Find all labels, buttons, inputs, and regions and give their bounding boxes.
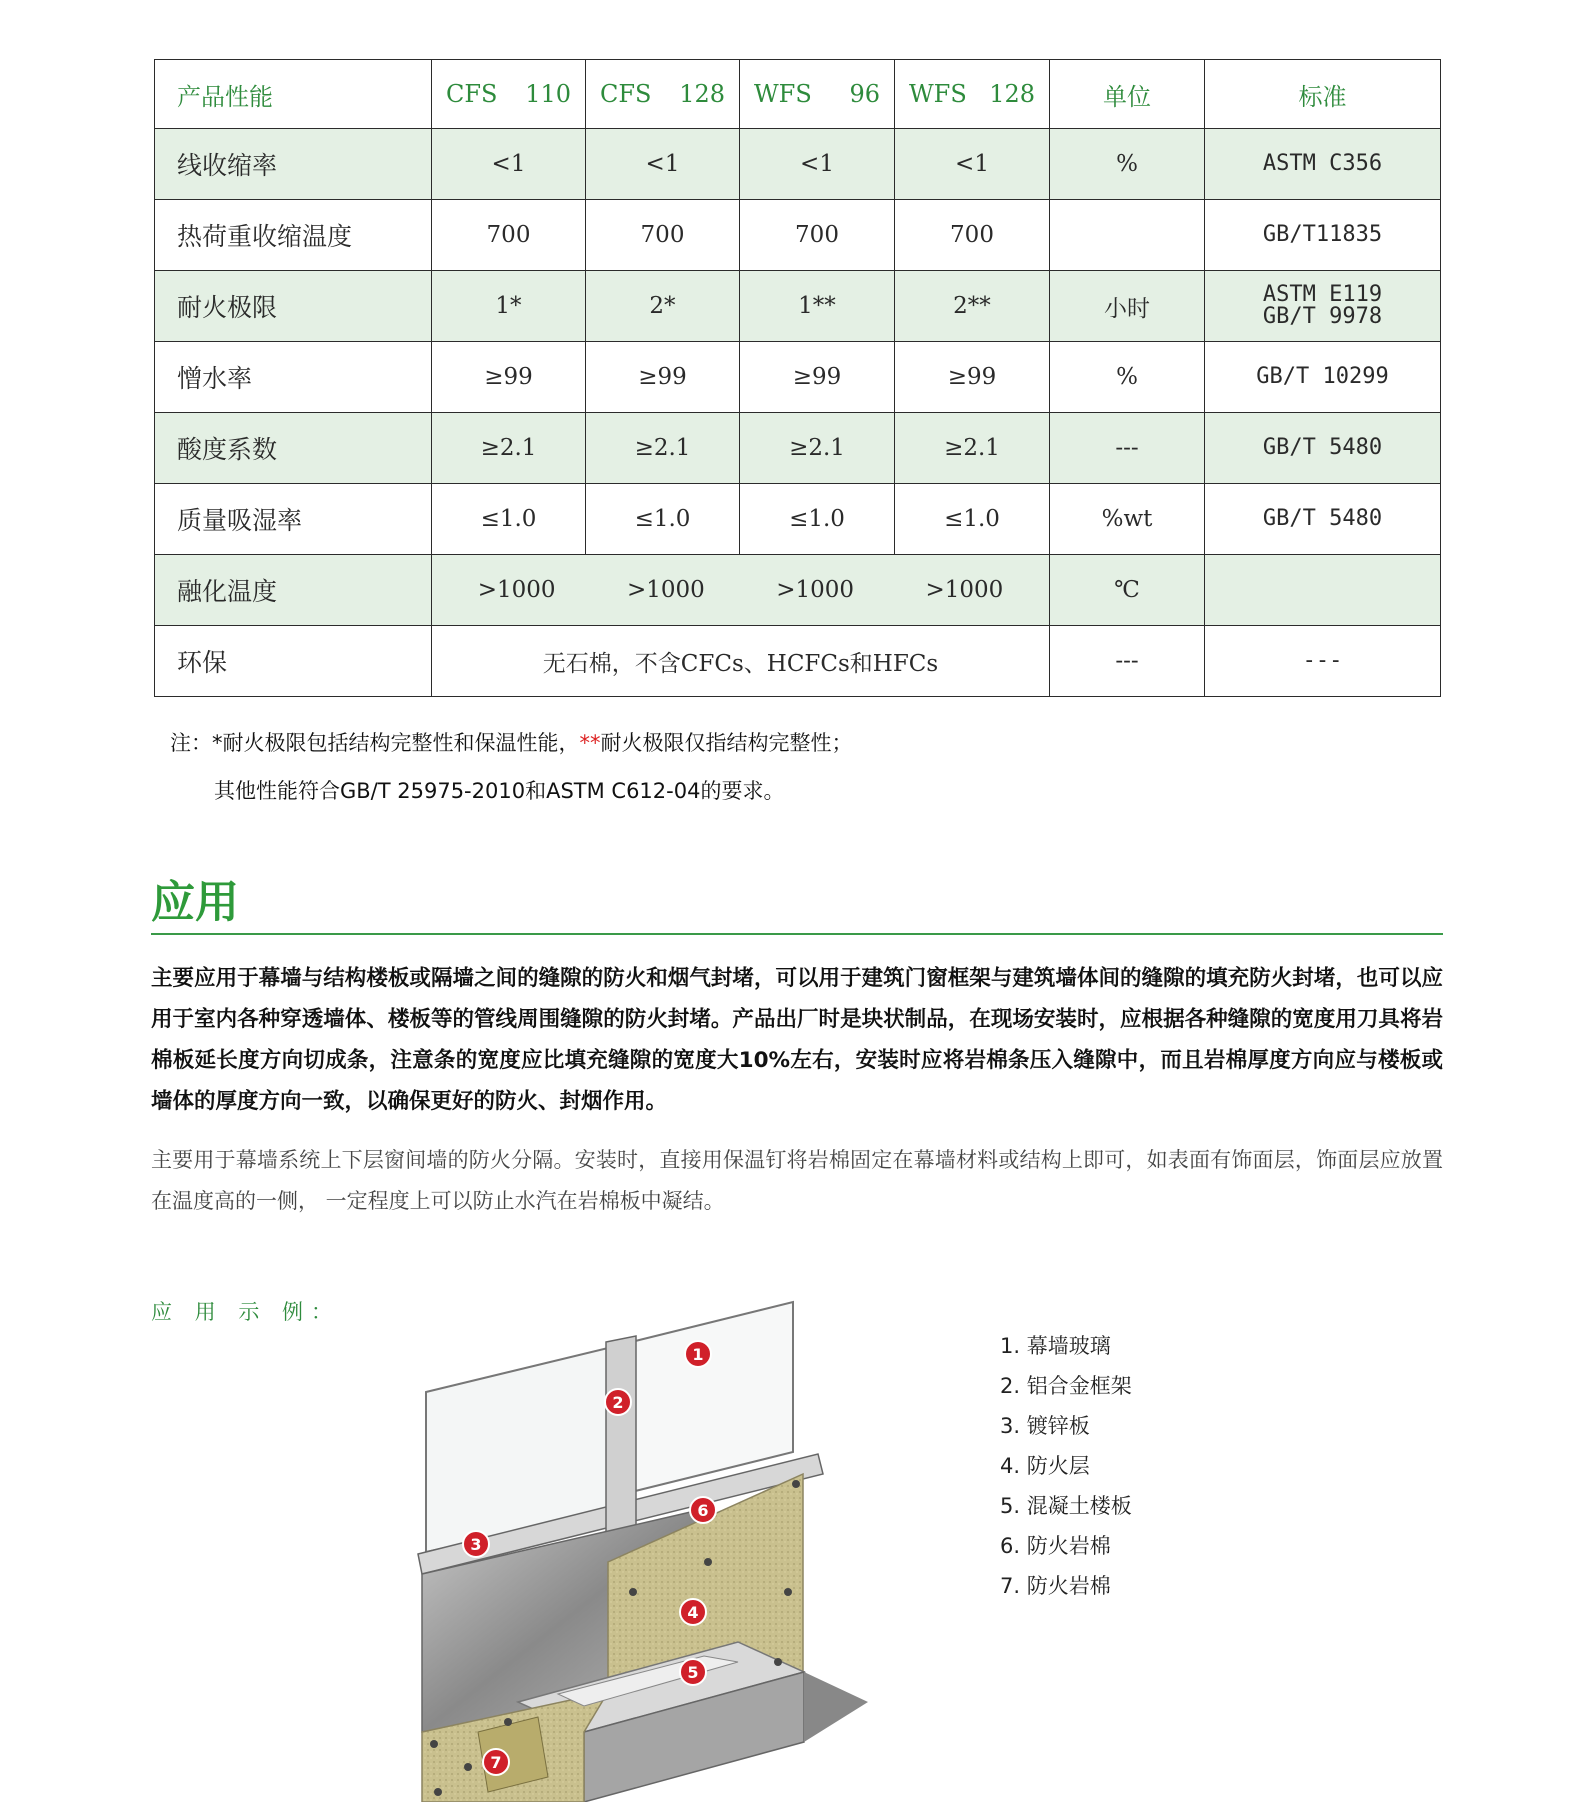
table-row [155,129,1441,200]
header-grade: WFS 96 [740,60,895,129]
unit-cell [1050,200,1205,271]
merged-value: 无石棉，不含CFCs、HCFCs和HFCs [432,626,1050,697]
curtain-wall-diagram [408,1262,948,1802]
standard-cell [1205,129,1441,200]
value-cell: 2* [586,271,740,342]
header-grade: CFS 110 [432,60,586,129]
value-cell: ≤1.0 [895,484,1050,555]
table-row [155,626,1441,697]
row-property: 融化温度 [155,555,432,626]
value-cell: 1* [432,271,586,342]
value-cell: 700 [586,200,740,271]
standard-line: GB/T 10299 [1256,364,1389,389]
value-cell: >1000 [477,577,556,603]
value-cell: ≥2.1 [740,413,895,484]
unit-cell: % [1050,129,1205,200]
value-cell: ≥2.1 [895,413,1050,484]
concrete-slab-side [804,1672,868,1742]
unit-cell: --- [1050,626,1205,697]
value-cell: ≤1.0 [740,484,895,555]
double-asterisk: ** [579,731,601,755]
section-title: 应用 [151,877,239,928]
legend-item: 4. 防火层 [1000,1454,1090,1478]
marker-4 [680,1599,706,1625]
standard-line: --- [1302,648,1343,673]
marker-5 [680,1659,706,1685]
standard-cell [1205,555,1441,626]
svg-text:2: 2 [612,1393,624,1412]
legend-item: 3. 镀锌板 [1000,1414,1090,1438]
table-row [155,484,1441,555]
application-paragraph-2: 主要用于幕墙系统上下层窗间墙的防火分隔。安装时，直接用保温钉将岩棉固定在幕墙材料或结构上即可，如表面有饰面层，饰面层应放置在温度高的一侧， 一定程度上可以防止水汽在岩棉板中凝结。 [151,1148,1443,1213]
table-row [155,342,1441,413]
legend-item: 5. 混凝土楼板 [1000,1494,1132,1518]
table-row [155,555,1441,626]
row-property: 耐火极限 [155,271,432,342]
unit-cell: 小时 [1050,271,1205,342]
standard-line: ASTM C356 [1262,151,1383,176]
table-row [155,200,1441,271]
value-cell: 700 [432,200,586,271]
merged-values [432,555,1050,626]
header-grade: CFS 128 [586,60,740,129]
svg-text:6: 6 [697,1501,709,1520]
value-cell: ≥99 [586,342,740,413]
svg-text:4: 4 [687,1603,699,1622]
note-line-2: 其他性能符合GB/T 25975-2010和ASTM C612-04的要求。 [214,779,785,803]
unit-cell: % [1050,342,1205,413]
value-cell: >1000 [925,577,1004,603]
unit-cell: ℃ [1050,555,1205,626]
standard-cell [1205,200,1441,271]
value-cell: ≥2.1 [586,413,740,484]
standard-cell [1205,484,1441,555]
standard-line: GB/T11835 [1262,222,1383,247]
value-cell: <1 [740,129,895,200]
standard-line: GB/T 5480 [1262,435,1383,460]
spec-table [154,59,1441,697]
standard-cell [1205,626,1441,697]
value-cell: ≤1.0 [432,484,586,555]
table-header-row [155,60,1441,129]
value-cell: >1000 [626,577,705,603]
header-standard: 标准 [1205,60,1441,129]
diagram-legend [1000,1326,1132,1606]
value-cell: 2** [895,271,1050,342]
svg-text:3: 3 [470,1535,482,1554]
marker-7 [483,1749,509,1775]
row-property: 质量吸湿率 [155,484,432,555]
value-cell: ≤1.0 [586,484,740,555]
row-property: 酸度系数 [155,413,432,484]
value-cell: 700 [740,200,895,271]
marker-2 [605,1389,631,1415]
header-property: 产品性能 [155,60,432,129]
value-cell: ≥99 [432,342,586,413]
row-property: 热荷重收缩温度 [155,200,432,271]
value-cell: ≥2.1 [432,413,586,484]
value-cell: <1 [586,129,740,200]
table-row [155,271,1441,342]
standard-line: GB/T 5480 [1262,506,1383,531]
standard-line: GB/T 9978 [1262,304,1383,329]
row-property: 线收缩率 [155,129,432,200]
standard-cell [1205,342,1441,413]
legend-item: 7. 防火岩棉 [1000,1574,1111,1598]
standard-cell [1205,271,1441,342]
application-paragraph-1: 主要应用于幕墙与结构楼板或隔墙之间的缝隙的防火和烟气封堵，可以用于建筑门窗框架与建筑墙体间的缝隙的填充防火封堵，也可以应用于室内各种穿透墙体、楼板等的管线周围缝隙的防火封堵。产品出厂时是块状制品，在现场安装时，应根据各种缝隙的宽度用刀具将岩棉板延长度方向切成条，注意条的宽度应比填充缝隙的宽度大10%左右，安装时应将岩棉条压入缝隙中，而且岩棉厚度方向应与楼板或墙体的厚度方向一致，以确保更好的防火、封烟作用。 [151,966,1443,1114]
value-cell: 1** [740,271,895,342]
legend-item: 6. 防火岩棉 [1000,1534,1111,1558]
glass-pane-right [623,1302,793,1494]
row-property: 环保 [155,626,432,697]
table-note: 注：*耐火极限包括结构完整性和保温性能，**耐火极限仅指结构完整性； 其他性能符合GB/T 25975-2010和ASTM C612-04的要求。 [170,731,853,803]
legend-item: 1. 幕墙玻璃 [1000,1334,1111,1358]
row-property: 憎水率 [155,342,432,413]
example-label: 应 用 示 例： [151,1300,341,1324]
header-unit: 单位 [1050,60,1205,129]
legend-item: 2. 铝合金框架 [1000,1374,1132,1398]
svg-text:1: 1 [692,1345,704,1364]
marker-3 [463,1531,489,1557]
value-cell: <1 [432,129,586,200]
value-cell: >1000 [776,577,855,603]
header-grade: WFS 128 [895,60,1050,129]
marker-6 [690,1497,716,1523]
marker-1 [685,1341,711,1367]
unit-cell: --- [1050,413,1205,484]
table-row [155,413,1441,484]
svg-text:7: 7 [490,1753,502,1772]
value-cell: ≥99 [740,342,895,413]
value-cell: 700 [895,200,1050,271]
svg-text:5: 5 [687,1663,699,1682]
standard-cell [1205,413,1441,484]
value-cell: <1 [895,129,1050,200]
section-divider [151,933,1443,935]
unit-cell: %wt [1050,484,1205,555]
value-cell: ≥99 [895,342,1050,413]
standard-line: ASTM E119 [1262,282,1383,307]
